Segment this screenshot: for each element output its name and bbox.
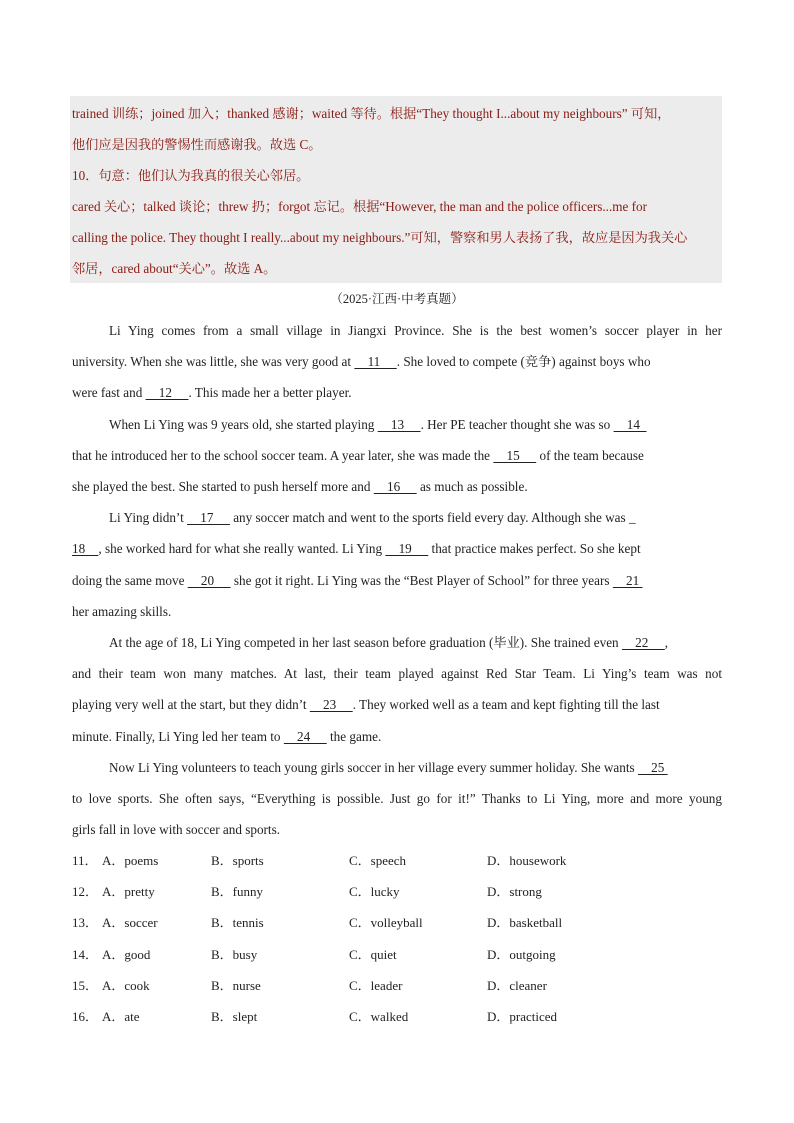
passage-text: minute. Finally, Li Ying led her team to [72,728,284,744]
option-c: C．walked [349,1008,409,1024]
blank-17: 17 [187,510,230,526]
option-a: A．pretty [102,884,155,900]
passage-line [72,502,722,533]
passage-text: as much as possible. [416,479,528,495]
passage-text: the game. [326,728,382,744]
passage-text: . Her PE teacher thought she was so [420,416,614,432]
passage-text: girls fall in love with soccer and sports. [72,822,281,838]
blank-23: 23 [309,697,353,713]
passage-text: Li Ying didn’t [109,510,188,526]
option-d: D．outgoing [487,946,556,962]
passage-text: of the team because [536,447,644,463]
passage-line [72,689,722,720]
passage-line [72,440,722,471]
option-a: A．good [102,946,151,962]
question-row [72,845,722,876]
question-row [72,907,722,938]
passage-line [72,315,722,346]
passage-text: that he introduced her to the school soccer team. A year later, she was made the [72,447,494,463]
option-c: C．leader [349,977,403,993]
passage-text: . This made her a better player. [188,385,352,401]
passage-text: were fast and [72,385,146,401]
passage-text: Now Li Ying volunteers to teach young girls soccer in her village every summer holiday. She wants [109,759,638,775]
passage-line [72,752,722,783]
blank-20: 20 [187,572,231,588]
option-c: C．lucky [349,884,400,900]
blank-21: 21 [612,572,643,588]
option-a: A．soccer [102,915,158,931]
option-d: D．practiced [487,1008,558,1024]
passage-line [72,721,722,752]
answer-line: calling the police. They thought I really...about my neighbours.”可知，警察和男人表扬了我，故应是因为我关心 [72,230,688,245]
passage-text: . She loved to compete (竞争) against boys who [396,354,651,370]
blank-19: 19 [385,541,429,557]
passage-line [72,814,722,845]
blank-11: 11 [354,354,397,370]
blank-12: 12 [145,385,189,401]
passage-text: her amazing skills. [72,603,172,619]
passage-text: Li Ying comes from a small village in Jiangxi Province. She is the best women’s soccer player in her [109,323,722,338]
option-a: A．cook [102,977,150,993]
passage-line [72,346,722,377]
passage-text: At the age of 18, Li Ying competed in her last season before graduation (毕业). She trained even [109,635,622,651]
passage-line [72,596,722,627]
passage-line [72,533,722,564]
question-number: 16． [72,1008,99,1024]
option-b: B．sports [211,853,264,868]
blank-18: 18 [72,541,99,557]
answer-line: trained 训练；joined 加入；thanked 感谢；waited 等待。根据“They thought I...about my neighbours” 可知， [72,106,671,121]
passage-text: university. When she was little, she was very good at [72,354,355,370]
passage-text: she got it right. Li Ying was the “Best Player of School” for three years [230,572,613,588]
question-number: 11． [72,853,98,868]
answer-line: cared 关心；talked 谈论；threw 扔；forgot 忘记。根据“However, the man and the police officers...me for [72,199,648,214]
option-b: B．tennis [211,915,264,931]
passage-text: that practice makes perfect. So she kept [428,541,641,557]
cloze-passage [72,315,722,845]
option-d: D．basketball [487,915,563,931]
option-b: B．busy [211,946,258,962]
passage-text: she played the best. She started to push herself more and [72,479,374,495]
option-b: B．slept [211,1008,258,1024]
passage-text: playing very well at the start, but they didn’t [72,697,310,713]
option-d: D．housework [487,853,567,868]
option-d: D．strong [487,884,542,900]
passage-text: and their team won many matches. At last, their team played against Red Star Team. Li Ying’s team was not [72,666,722,682]
passage-line [72,409,722,440]
blank-22: 22 [621,635,665,651]
question-row [72,939,722,970]
blank-14: 14 [613,416,647,432]
question-number: 14． [72,946,99,962]
option-b: B．funny [211,884,264,900]
question-row [72,876,722,907]
passage-line [72,565,722,596]
answer-options [72,845,722,1032]
blank-16: 16 [373,479,417,495]
answer-line: 邻居，cared about“关心”。故选 A。 [72,261,277,276]
passage-text: , she worked hard for what she really wanted. Li Ying [98,541,386,557]
passage-line [72,377,722,408]
question-row [72,1001,722,1032]
passage-text: . They worked well as a team and kept fighting till the last [352,697,660,713]
option-b: B．nurse [211,977,261,993]
option-c: C．speech [349,853,407,868]
option-c: C．volleyball [349,915,423,931]
passage-text: to love sports. She often says, “Everything is possible. Just go for it!” Thanks to Li Ying, more and more young [72,791,722,807]
passage-text: any soccer match and went to the sports field every day. Although she was _ [229,510,636,526]
question-number: 15． [72,977,99,993]
exam-source-title: （2025·江西·中考真题） [330,292,464,306]
question-number: 13． [72,915,99,931]
blank-15: 15 [493,447,537,463]
blank-13: 13 [377,416,421,432]
passage-line [72,471,722,502]
blank-25: 25 [637,759,668,775]
option-d: D．cleaner [487,977,547,993]
option-a: A．poems [102,853,159,868]
answer-line: 他们应是因我的警惕性而感谢我。故选 C。 [72,137,322,152]
option-c: C．quiet [349,946,397,962]
option-a: A．ate [102,1008,140,1024]
blank-24: 24 [283,728,327,744]
answer-explanation-box [70,96,722,283]
passage-line [72,658,722,689]
answer-line: 10．句意：他们认为我真的很关心邻居。 [72,168,310,183]
passage-text: doing the same move [72,572,188,588]
passage-text: , [664,635,669,651]
passage-line [72,627,722,658]
passage-text: When Li Ying was 9 years old, she started playing [109,416,378,432]
question-number: 12． [72,884,99,900]
question-row [72,970,722,1001]
passage-line [72,783,722,814]
